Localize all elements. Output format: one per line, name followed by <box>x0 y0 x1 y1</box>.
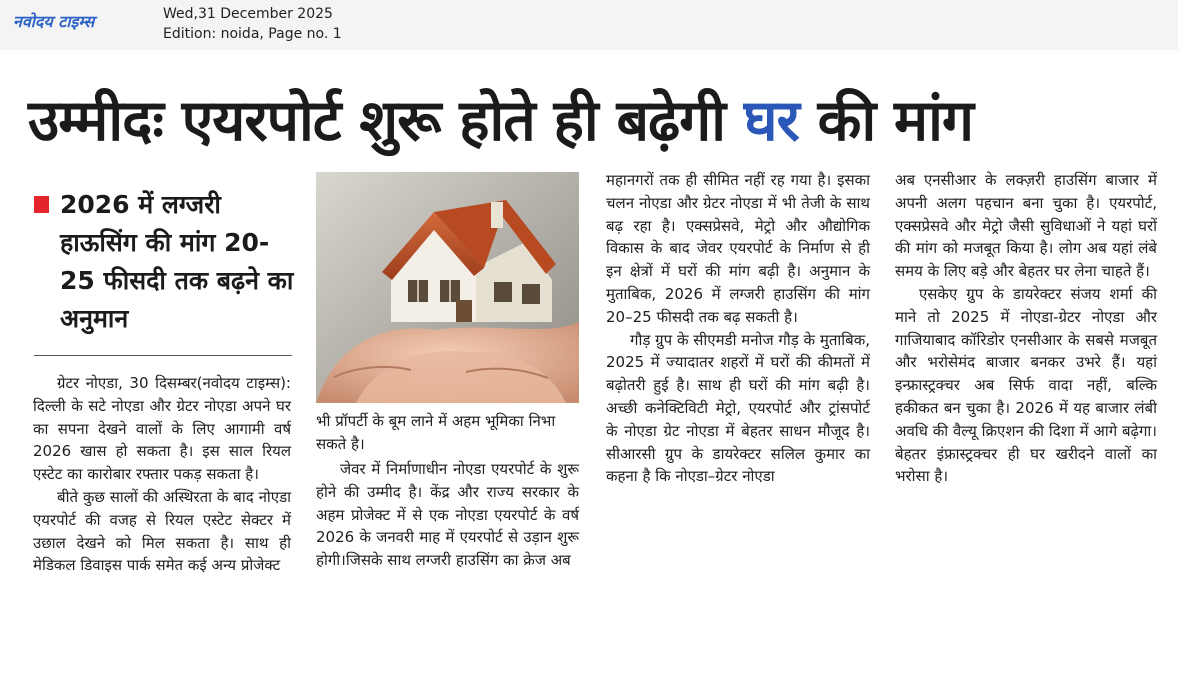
red-square-bullet-icon <box>34 196 49 213</box>
article-column-4 <box>895 169 1157 488</box>
newspaper-logo <box>13 10 137 32</box>
subheadline-rule <box>34 355 292 356</box>
column-paragraph: अब एनसीआर के लक्ज़री हाउसिंग बाजार में अपनी अलग पहचान बना चुका है। एयरपोर्ट, एक्सप्रेसवे और मेट्रो जैसी सुविधाओं ने यहां घरों की मांग को मजबूत किया है। लोग अब यहां लंबे समय के लिए बड़े और बेहतर घर लेना चाहते हैं। <box>895 171 1157 281</box>
top-bar <box>0 0 1178 50</box>
column-paragraph: महानगरों तक ही सीमित नहीं रह गया है। इसका चलन नोएडा और ग्रेटर नोएडा में भी तेजी के साथ बढ़ रहा है। एक्सप्रेसवे, मेट्रो और औद्योगिक विकास के बाद जेवर एयरपोर्ट के निर्माण से ही इन क्षेत्रों में घरों की मांग बढ़ी है। अनुमान के मुताबिक, 2026 में लग्जरी हाउसिंग की मांग 20–25 फीसदी तक बढ़ सकती है। <box>606 171 870 326</box>
headline <box>28 80 1168 162</box>
image-caption: भी प्रॉपर्टी के बूम लाने में अहम भूमिका निभा सकते है। <box>316 412 556 453</box>
headline-part-1: उम्मीदः एयरपोर्ट शुरू होते ही बढ़ेगी <box>28 88 744 154</box>
edition-page: Edition: noida, Page no. 1 <box>163 26 342 42</box>
subheadline: 2026 में लग्जरी हाऊसिंग की मांग 20-25 फीसदी तक बढ़ने का अनुमान <box>60 190 294 333</box>
column-paragraph: ग्रेटर नोएडा, 30 दिसम्बर(नवोदय टाइम्स): दिल्ली के सटे नोएडा और ग्रेटर नोएडा अपने घर का सपना देखने वालों के लिए आगामी वर्ष 2026 खास हो सकता है। इस साल रियल एस्टेट का कारोबार रफ्तार पकड़ सकता है। <box>33 374 291 484</box>
article-column-2 <box>316 458 579 572</box>
column-paragraph: एसकेए ग्रुप के डायरेक्टर संजय शर्मा की माने तो 2025 में नोएडा-ग्रेटर नोएडा और गाजियाबाद कॉरिडोर एनसीआर के सबसे मजबूत और भरोसेमंद बाजार बनकर उभरे हैं। यहां इन्फ्रास्ट्रक्चर अब सिर्फ वादा नहीं, बल्कि हकीकत बन चुका है। 2026 में यह बाजार लंबी अवधि की वैल्यू क्रिएशन की दिशा में आगे बढ़ेगा। बेहतर इंफ्रास्ट्रक्चर ही घर खरीदने वालों का भरोसा है। <box>895 284 1157 486</box>
column-paragraph: बीते कुछ सालों की अस्थिरता के बाद नोएडा एयरपोर्ट की वजह से रियल एस्टेट सेक्टर में उछाल देखने को मिल सकता है। साथ ही मेडिकल डिवाइस पार्क समेत कई अन्य प्रोजेक्ट <box>33 487 291 575</box>
subheadline-block <box>34 186 296 338</box>
headline-part-2: की मांग <box>798 88 973 154</box>
column-paragraph: जेवर में निर्माणाधीन नोएडा एयरपोर्ट के शुरू होने की उम्मीद है। केंद्र और राज्य सरकार के अहम प्रोजेक्ट में से एक नोएडा एयरपोर्ट के वर्ष 2026 के जनवरी माह में एयरपोर्ट से उड़ान शुरू होगी।जिसके साथ लग्जरी हाउसिंग का क्रेज अब <box>316 460 579 570</box>
edition-meta <box>163 4 342 44</box>
article-column-1 <box>33 372 291 577</box>
logo-text: नवोदय टाइम्स <box>13 12 95 31</box>
house-in-hands-photo <box>316 172 579 403</box>
house-in-hands-illustration <box>316 172 579 403</box>
column-paragraph: गौड़ ग्रुप के सीएमडी मनोज गौड़ के मुताबिक, 2025 में ज्यादातर शहरों में घरों की कीमतों में बढ़ोतरी हुई है। साथ ही घरों की मांग बढ़ी है।अच्छी कनेक्टिविटी मेट्रो, एयरपोर्ट और ट्रांसपोर्ट के नोएडा ग्रेट नोएडा में बेहतर साधन मौजूद है।सीआरसी ग्रुप के डायरेक्टर सलिल कुमार का कहना है कि नोएडा–ग्रेटर नोएडा <box>606 330 870 486</box>
headline-highlight: घर <box>743 88 799 154</box>
edition-date: Wed,31 December 2025 <box>163 6 333 22</box>
article-column-3 <box>606 169 870 488</box>
